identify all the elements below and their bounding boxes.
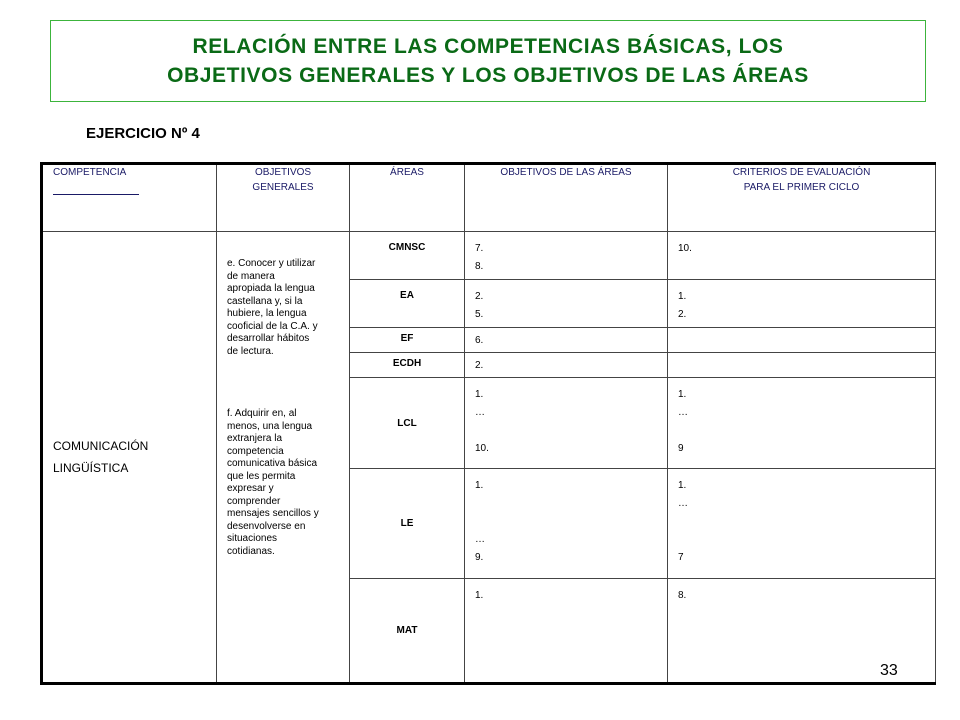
criterios-cell [668,328,936,353]
cell-value [475,495,667,513]
cell-value: … [475,407,485,418]
objetivo-line: de lectura. [227,345,274,357]
objetivo-line: comprender [227,495,281,507]
cell-value: 10. [475,443,489,454]
area-cell: LE [350,469,465,579]
cell-value [475,422,667,440]
objetivo-line: desenvolverse en [227,520,306,532]
cell-value [678,422,935,440]
objetivos-area-cell [465,280,668,328]
objetivo-line: menos, una lengua [227,420,313,432]
cell-value [678,513,935,531]
cell-value: 2. [475,291,484,302]
cell-value: 1. [475,480,484,491]
header-competencia [42,164,217,232]
objetivo-line: de manera [227,270,275,282]
cell-value: 10. [678,243,692,254]
objetivo-line: hubiere, la lengua [227,308,307,319]
criterios-cell [668,232,936,280]
area-cell: CMNSC [350,232,465,280]
header-underline [53,180,139,195]
area-cell: EA [350,280,465,328]
title-box [50,20,926,102]
cell-value: … [475,534,485,545]
cell-value: 2. [475,360,484,371]
cell-value: 1. [678,389,687,400]
header-objetivos-line-1: OBJETIVOS [254,167,312,178]
objetivo-line: comunicativa básica [227,458,318,469]
header-criterios [668,164,936,232]
cell-value: 8. [678,590,687,601]
objetivo-line: mensajes sencillos y [227,508,319,519]
header-criterios-line-1: CRITERIOS DE EVALUACIÓN [732,167,871,178]
objetivo-line: extranjera la [227,433,283,444]
cell-value [475,513,667,531]
objetivos-area-cell [465,232,668,280]
header-areas: ÁREAS [350,164,465,232]
competencia-line-2: LINGÜÍSTICA [53,461,129,475]
objetivo-f [227,408,343,558]
objetivo-line: e. Conocer y utilizar [227,258,316,269]
header-competencia-label: COMPETENCIA [53,167,127,178]
criterios-cell [668,378,936,469]
header-objetivos-line-2: GENERALES [252,182,314,193]
cell-value: 7. [475,243,484,254]
competencias-table [40,162,936,685]
criterios-cell [668,353,936,378]
cell-value: 1. [678,480,687,491]
objetivo-line: cooficial de la C.A. y [227,320,318,332]
cell-value: 1. [475,389,484,400]
cell-value: 6. [475,335,484,346]
objetivos-area-cell [465,469,668,579]
cell-value: 5. [475,309,484,320]
cell-value: … [678,407,688,418]
cell-value: 9 [678,443,684,454]
objetivo-line: f. Adquirir en, al [227,408,297,419]
title-line-2: OBJETIVOS GENERALES Y LOS OBJETIVOS DE LAS ÁREAS [167,64,809,87]
objetivo-line: situaciones [227,533,278,544]
objetivo-line: desarrollar hábitos [227,333,310,344]
page-number: 33 [880,662,898,679]
area-cell: ECDH [350,353,465,378]
header-row [42,164,936,232]
objetivos-area-cell [465,328,668,353]
area-cell: LCL [350,378,465,469]
header-objetivos-generales [217,164,350,232]
exercise-label: EJERCICIO Nº 4 [86,125,200,142]
area-cell: MAT [350,579,465,684]
cell-value: 2. [678,309,687,320]
objetivo-line: que les permita [227,470,296,482]
cell-value: 1. [678,291,687,302]
cell-value: 1. [475,590,484,601]
area-cell: EF [350,328,465,353]
header-criterios-line-2: PARA EL PRIMER CICLO [743,182,860,193]
cell-value: 8. [475,261,484,272]
objetivo-line: competencia [227,445,284,457]
objetivo-line: apropiada la lengua [227,283,315,294]
cell-value: … [678,498,688,509]
objetivos-area-cell [465,353,668,378]
objetivos-generales-cell [217,232,350,684]
criterios-cell [668,280,936,328]
objetivos-area-cell [465,378,668,469]
table-row [42,232,936,280]
objetivo-line: castellana y, si la [227,295,303,307]
criterios-cell [668,469,936,579]
header-objetivos-areas: OBJETIVOS DE LAS ÁREAS [465,164,668,232]
cell-value: 7 [678,552,684,563]
competencia-cell [42,232,217,684]
cell-value: 9. [475,552,484,563]
objetivo-line: cotidianas. [227,545,275,557]
title-line-1: RELACIÓN ENTRE LAS COMPETENCIAS BÁSICAS, LOS [192,35,784,58]
cell-value [678,531,935,549]
objetivo-line: expresar y [227,483,274,494]
objetivo-e [227,258,343,358]
objetivos-area-cell [465,579,668,684]
competencia-line-1: COMUNICACIÓN [53,439,149,453]
